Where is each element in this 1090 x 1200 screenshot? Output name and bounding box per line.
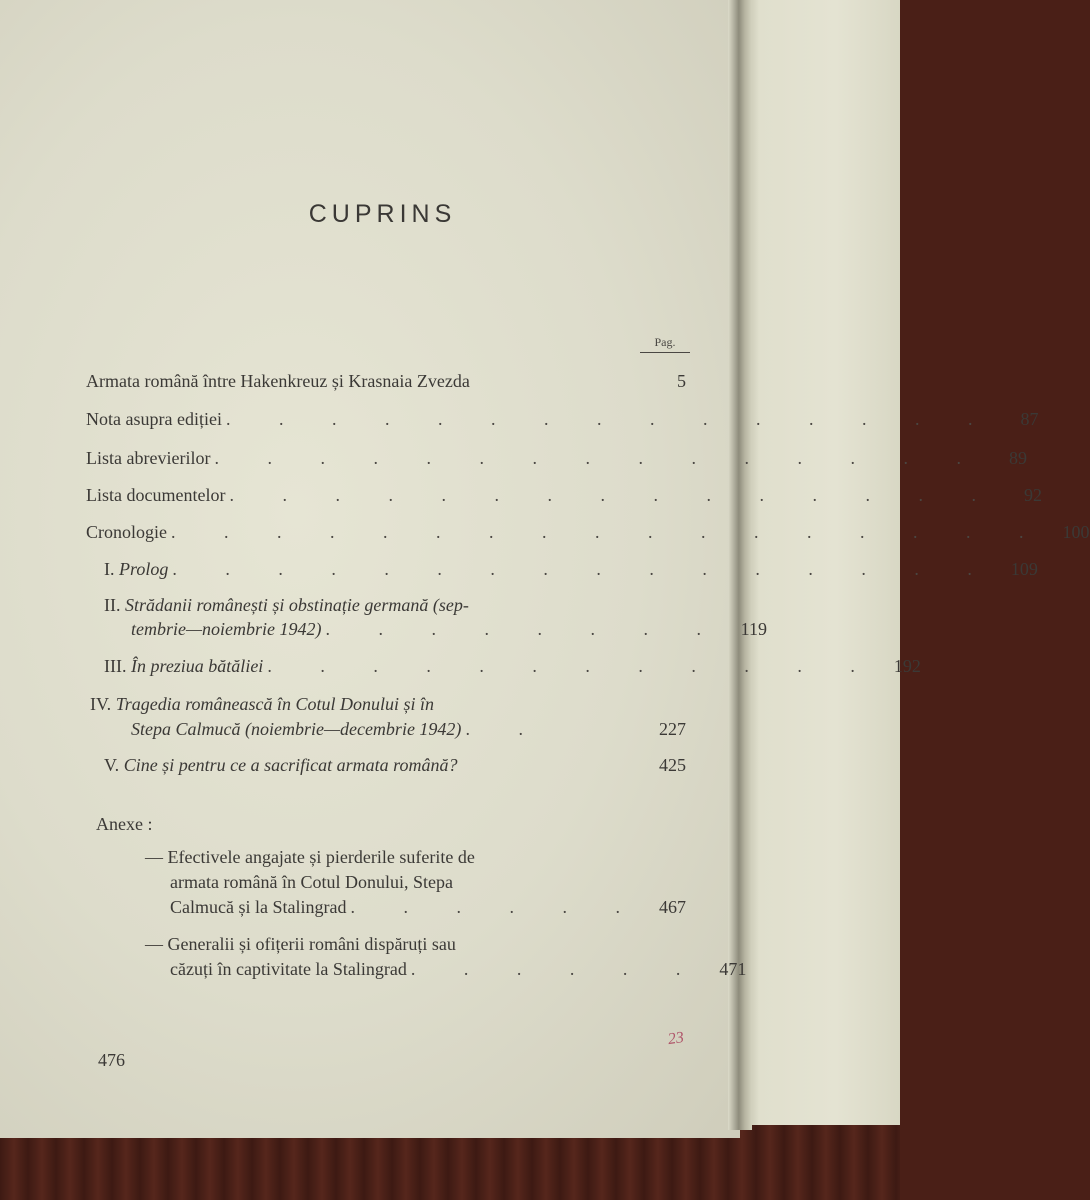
chapter-page: 192 [893,656,921,676]
dot-leader: . . . . . . . . . . . . . . . [214,448,983,468]
chapter-number: III. [104,656,127,676]
annex-title: căzuți în captivitate la Stalingrad [170,959,407,979]
annex-entry-continuation [170,871,453,893]
pencil-annotation: 23 [666,1028,686,1049]
annex-page: 467 [659,897,686,917]
page-number: 476 [98,1050,125,1070]
chapter-entry [104,655,921,677]
chapter-number: I. [104,559,115,579]
chapter-number: IV. [90,694,112,714]
annex-title: — Generalii și ofițerii români dispăruți sau [145,934,456,954]
dot-leader: . . . . . . . . . . . . [267,656,877,676]
dot-leader: . . . . . . . . [325,619,723,639]
chapter-entry [104,558,1038,580]
toc-entry [86,408,1039,430]
toc-entry-title: Armata română între Hakenkreuz și Krasnaia Zvezda [86,371,470,391]
chapter-entry [104,594,469,616]
chapter-title: tembrie—noiembrie 1942) [131,619,322,639]
dot-leader: . . . . . . . . . . . . . . . . [172,559,994,579]
chapter-page: 425 [659,755,686,775]
chapter-title: Tragedia românească în Cotul Donului și în [115,694,435,714]
dot-leader: . . . . . . [350,897,642,917]
dot-leader: . . . . . . . . . . . . . . . [225,409,995,429]
dot-leader: . . [465,719,545,739]
toc-entry-title: Lista abrevierilor [86,448,211,468]
chapter-page: 119 [740,619,767,639]
chapter-title: În preziua bătăliei [130,656,264,676]
toc-entry-page: 92 [1023,485,1042,505]
toc-entry-title: Cronologie [86,522,167,542]
annex-title: — Efectivele angajate și pierderile suferite de [145,847,475,867]
page-column-label: Pag. [640,335,690,353]
dot-leader: . . . . . . . . . . . . . . . [229,485,998,505]
toc-entry-page: 89 [1008,448,1027,468]
chapter-title: Prolog [119,559,169,579]
toc-entry [86,484,1042,506]
dot-leader: . . . . . . . . . . . . . . . . . [171,522,1046,542]
toc-entry [86,521,1090,543]
annex-heading: Anexe : [96,814,153,834]
chapter-entry-continuation [131,618,767,640]
annex-entry [145,846,475,868]
toc-entry-page: 87 [1020,409,1039,429]
chapter-number: II. [104,595,121,615]
toc-entry-title: Nota asupra ediției [86,409,222,429]
toc-entry-page: 100 [1062,522,1090,542]
annex-entry-continuation [170,896,686,918]
chapter-number: V. [104,755,120,775]
chapter-page: 109 [1010,559,1038,579]
toc-entry [86,370,686,392]
chapter-title: Stepa Calmucă (noiembrie—decembrie 1942) [131,719,462,739]
chapter-page: 227 [659,719,686,739]
dot-leader: . . . . . . [410,959,703,979]
chapter-title: Cine și pentru ce a sacrificat armata română? [123,755,458,775]
chapter-entry [90,693,434,715]
toc-entry-page: 5 [677,371,686,391]
annex-page: 471 [719,959,747,979]
chapter-entry-continuation [131,718,686,740]
annex-entry [145,933,456,955]
page-title: CUPRINS [308,200,457,228]
toc-entry-title: Lista documentelor [86,485,226,505]
chapter-title: Strădanii românești și obstinație germană (sep- [125,595,469,615]
toc-entry [86,447,1027,469]
annex-title: Calmucă și la Stalingrad [170,897,347,917]
annex-entry-continuation [170,958,747,980]
annex-title: armata română în Cotul Donului, Stepa [170,872,453,892]
chapter-entry [104,754,686,776]
